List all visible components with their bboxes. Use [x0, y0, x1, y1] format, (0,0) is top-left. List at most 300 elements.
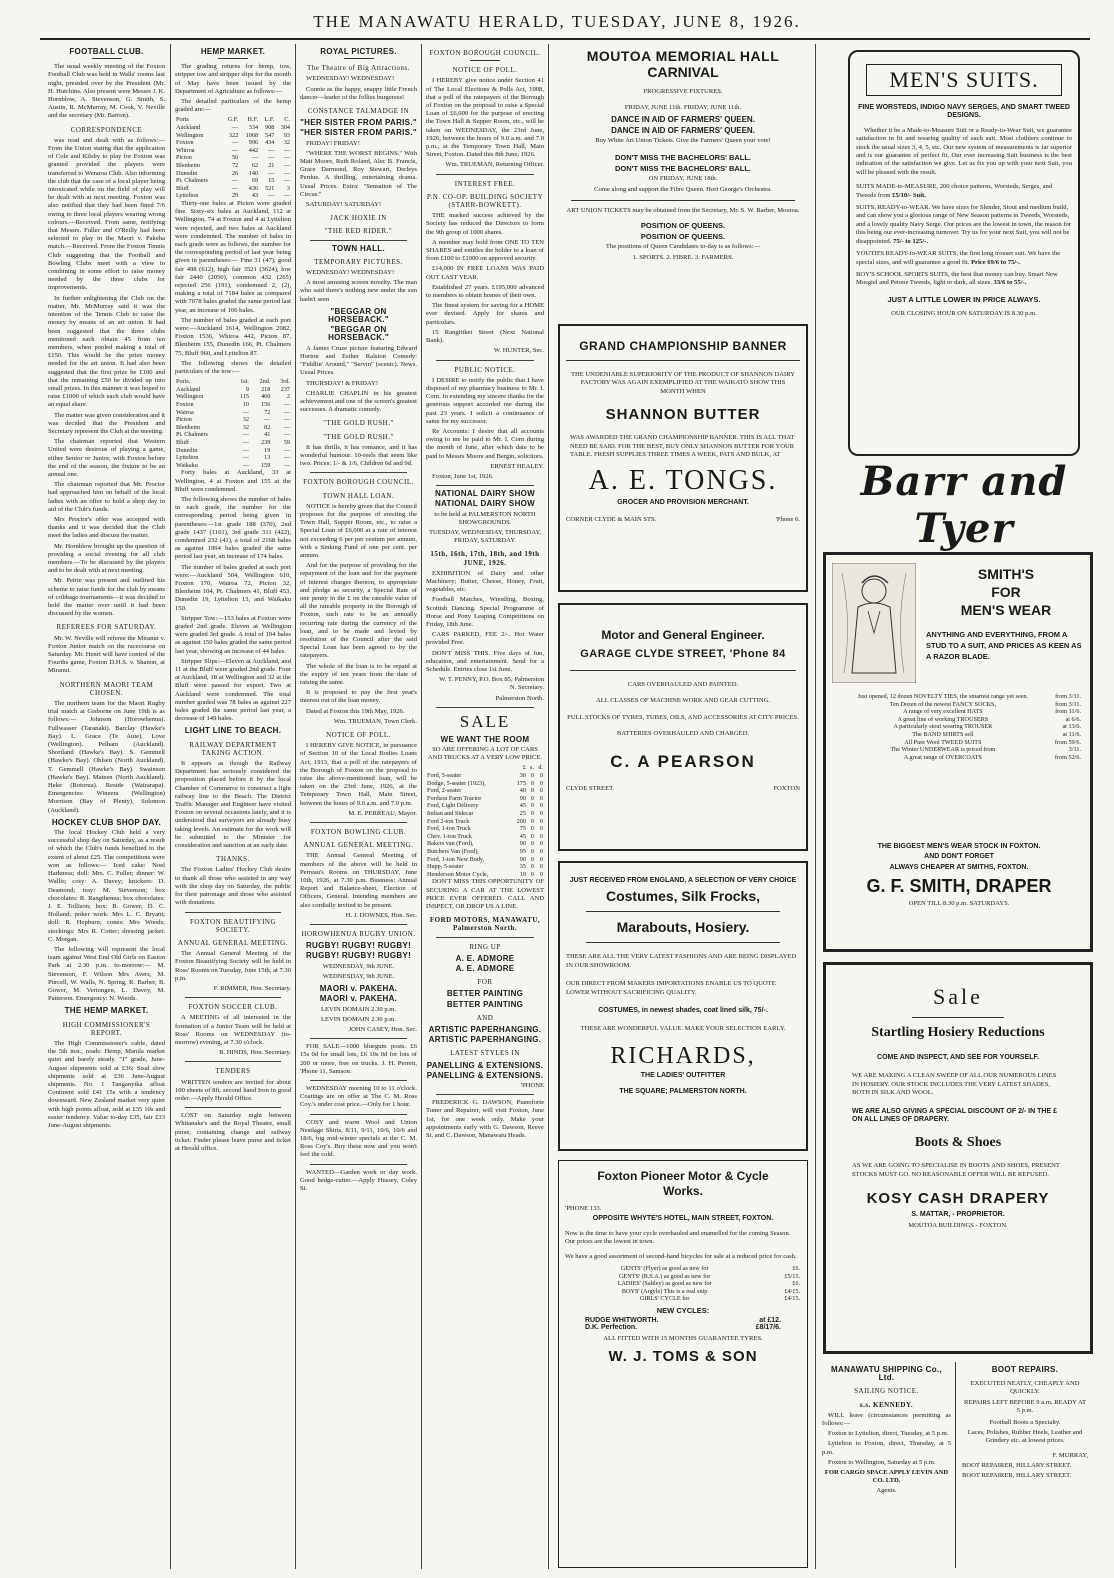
football-paragraph: The matter was given consideration and it was decided that the President and Secretary represent the Club at the meeting. — [48, 411, 165, 435]
hemp-row — [175, 139, 291, 147]
admore-line: RING UP — [469, 942, 501, 951]
column-1 — [48, 44, 165, 1569]
car-row-cell: s. — [530, 764, 534, 772]
cycle-row — [565, 1273, 801, 1281]
car-row-cell: d. — [538, 764, 543, 772]
suits-boys — [856, 271, 1072, 288]
car-row — [426, 787, 544, 795]
boot-firm: F. MURRAY, — [1052, 1451, 1088, 1459]
car-row-cell: 90 — [519, 855, 526, 863]
admore-line: LATEST STYLES IN — [450, 1049, 520, 1058]
football-paragraph: Mr. Hornblow brought up the question of providing a social evening for all club members.—To be discussed by the players and to be dealt with at next meeting. — [48, 542, 165, 575]
car-row — [426, 840, 544, 848]
dairy-paragraph: CARS PARKED, FEE 2/-. Hot Water provided Free. — [426, 631, 544, 647]
hemp-paragraph: The following shows the detailed particulars of the tow:— — [175, 359, 291, 376]
tow-row — [175, 401, 291, 409]
hemp-market-heading: THE HEMP MARKET. — [64, 1006, 149, 1016]
town-paragraph: It has thrills, it has romance, and it has wonderful humour. 10-reels that seem like two. Prices: 1/- & 1/6, Children 6d and 9d. — [300, 443, 417, 468]
tow-row — [175, 386, 291, 394]
smith-biggest: THE BIGGEST MEN'S WEAR STOCK IN FOXTON. — [877, 843, 1041, 850]
boot-trade: BOOT REPAIRER, HILLARY STREET. — [962, 1472, 1072, 1480]
price-row-cell: A range of very excellent HATS — [903, 708, 983, 716]
divider — [185, 997, 281, 998]
richards-costumes: Costumes, Silk Frocks, — [605, 888, 761, 905]
richards-name: RICHARDS, — [610, 1042, 756, 1069]
car-row-cell: 10 — [519, 870, 526, 878]
bowling-subheading: ANNUAL GENERAL MEETING. — [303, 841, 414, 850]
price-row — [838, 708, 1082, 716]
car-row-cell: 0 — [530, 817, 534, 825]
tow-row-cell: Auckland — [176, 385, 201, 393]
car-row-cell: 0 — [539, 855, 543, 863]
car-row-cell: 90 — [519, 794, 526, 802]
tow-row-cell: 156 — [261, 401, 271, 408]
admore-service: ARTISTIC PAPERHANGING. — [428, 1024, 542, 1034]
car-row-cell: 0 — [539, 870, 543, 878]
tow-row-cell: 19 — [264, 446, 271, 454]
tongs-phone: 'Phone 6. — [775, 515, 800, 523]
football-paragraph: In further enlightening the Club on the matter, Mr. McMurray said it was the intention of the Tennis Club to raise the money by means of an art union. It had been suggested that the three clubs mentioned each obtain 45 from ten members, when pooled making a total of £150. This would be the prize money needed for the art union. It had also been suggested that the first prize be £100 and that the remaining £50 be divided up into small prizes. In this manner it was hoped to raise £1000 of which each club would have an equal share. — [48, 294, 165, 409]
rugby-match: MAORI v. PAKEHA. — [319, 994, 398, 1004]
dairy-line: TUESDAY, WEDNESDAY, THURSDAY, FRIDAY, SATURDAY. — [428, 528, 542, 545]
rugby-date: WEDNESDAY, 9th JUNE. — [322, 972, 395, 980]
tow-row — [175, 378, 291, 386]
kosy-inspect: COME AND INSPECT, AND SEE FOR YOURSELF. — [877, 1054, 1039, 1061]
hemp-row-cell: Dunedin — [176, 169, 198, 177]
hockey-heading: HOCKEY CLUB SHOP DAY. — [51, 817, 162, 827]
car-row-cell: 175 — [516, 779, 526, 787]
rugby-cry: RUGBY! RUGBY! RUGBY! — [305, 941, 412, 951]
admore-service: ARTISTIC PAPERHANGING. — [428, 1035, 542, 1045]
pearson-address-row — [566, 783, 800, 795]
dairy-dates: 15th, 16th, 17th, 18th, and 19th JUNE, 1926. — [430, 550, 540, 567]
referees-heading: REFEREES FOR SATURDAY. — [56, 623, 157, 632]
gentleman-illustration-icon — [832, 563, 916, 683]
hemp-row-cell: 304 — [280, 124, 290, 132]
shipping-paragraph: Foxton to Wellington, Saturday at 5 p.m. — [828, 1458, 936, 1466]
film-star: JACK HOXIE IN — [330, 214, 387, 223]
hemp-report-paragraph: The High Commissioner's cable, dated the 5th inst., reads: Hemp, Manila market quiet and barely steady. "J" grade, June-August shipments sold at £36; Sisal slow shipments sold at £36 June-August shipments. No. 1 Tanganyika afloat Continent sold £41 15s with a tendency downward. New Zealand market very quiet with high points afloat, sold at £35 10s and easier tendency. Value to-day £35, fair £33 June-August shipments. — [48, 1039, 165, 1129]
tow-row-cell: — — [283, 423, 290, 431]
moutoa-title: CARNIVAL — [647, 64, 719, 80]
moutoa-date: FRIDAY, JUNE 11th. FRIDAY, JUNE 11th. — [624, 104, 742, 112]
interest-paragraph: £14,000 IN FREE LOANS WAS PAID OUT LAST YEAR. — [426, 265, 544, 281]
tow-row-cell: Foxton — [176, 401, 194, 408]
hemp-row-cell: 15 — [268, 177, 275, 185]
suits-mtm-price: £5/10/- Suit. — [892, 191, 926, 199]
hemp-paragraph: Stripper Slips:—Eleven at Auckland, and 11 at the Bluff were graded 2nd grade. Four at Auckland, 18 at Wellington and 32 at the Bluff were passed for export. Two at Auckland were condemned. The total number graded was 78 bales as against 227 bales graded the same period last year, a decrease of 149 bales. — [175, 657, 291, 723]
car-row — [426, 818, 544, 826]
richards-sub: THE LADIES' OUTFITTER — [640, 1071, 726, 1079]
car-row-cell: 0 — [530, 802, 534, 810]
rugby-venue: LEVIN DOMAIN 2.30 p.m. — [320, 1015, 397, 1023]
pearson-town: FOXTON — [773, 784, 800, 792]
suits-lower-price: JUST A LITTLE LOWER IN PRICE ALWAYS. — [887, 294, 1041, 304]
car-row-cell: 0 — [539, 772, 543, 780]
hemp-row-cell: Ports — [176, 116, 189, 124]
hemp-row-cell: Whiroa — [176, 146, 195, 154]
price-row-cell: A great line of working TROUSERS — [897, 715, 989, 723]
football-paragraph: The usual weekly meeting of the Foxton Football Club was held in Walls' rooms last night, presided over by the President (Mr. H. Hutchins. Also present were Messrs J. K. Hornblow, A. Stevenson, G. Smith, S. Austin, R. McMurray, M. Cook, V. Neville and the secretary (Mr. Barron). — [48, 63, 165, 120]
moutoa-date: ON FRIDAY, JUNE 18th. — [648, 175, 718, 183]
hemp-row — [175, 192, 291, 200]
column-3 — [300, 44, 417, 1569]
divider — [185, 1107, 281, 1108]
price-row — [838, 716, 1082, 724]
hemp-row-cell: 21 — [268, 161, 275, 169]
tow-row-cell: — — [242, 461, 249, 469]
classified-ad: FOR SALE—1000 bluegum posts. £6 15s 0d for small lots, £6 10s 0d for lots of 200 or more, free on trucks. J. H. Perrett, 'Phone 11, Samson. — [300, 1043, 417, 1075]
shannon-butter-ad — [558, 324, 808, 592]
motor-sub: GARAGE CLYDE STREET, 'Phone 84 — [580, 648, 786, 660]
rugby-date: WEDNESDAY, 9th JUNE. — [322, 962, 395, 970]
tow-row-cell: — — [283, 454, 290, 462]
hemp-row-cell: — — [232, 124, 239, 132]
divider — [436, 707, 534, 708]
hemp-row-cell: 1068 — [245, 131, 259, 139]
hemp-heading: HEMP MARKET. — [200, 47, 266, 56]
dairy-paragraph: Football Matches, Wrestling, Boxing, Scottish Dancing. Special Programme of Horse and Pony Leaping Competitions on Friday, 18th June. — [426, 596, 544, 628]
car-row-cell: 0 — [530, 772, 534, 780]
hemp-paragraph: Forty bales at Auckland, 33 at Wellington, 4 at Foxton and 155 at the Bluff were condemned. — [175, 469, 291, 493]
pioneer-new-name: RUDGE WHITWORTH. — [585, 1317, 659, 1325]
council-paragraph: The whole of the loan is to be repaid at the expiry of ten years from the date of raising the same. — [300, 662, 417, 686]
tow-row — [175, 439, 291, 447]
tenders-heading: TENDERS — [215, 1067, 251, 1076]
film-title: "BEGGAR ON HORSEBACK." — [328, 306, 389, 325]
car-row-cell: 0 — [539, 825, 543, 833]
car-row-cell: Dodge, 5-seater (1923), — [427, 779, 486, 787]
hemp-row-cell: — — [283, 161, 290, 169]
tow-row-cell: — — [264, 416, 271, 424]
car-row-cell: Ford, 2-seater — [427, 787, 462, 795]
tow-row-cell: — — [283, 401, 290, 408]
car-row-cell: 45 — [519, 832, 526, 840]
car-row-cell: 0 — [530, 832, 534, 840]
tow-row-cell: — — [242, 454, 249, 462]
beautifying-heading: FOXTON BEAUTIFYING SOCIETY. — [189, 917, 277, 934]
hemp-row — [175, 132, 291, 140]
tongs-sub: GROCER AND PROVISION MERCHANT. — [617, 499, 749, 507]
column-rule — [548, 44, 549, 1569]
tow-grading-table — [175, 378, 291, 469]
admore-line: FOR — [477, 978, 493, 987]
classified-ad: COSY and warm Wool and Union Nestlage Shirts, 8/11, 9/11, 10/6, 10/6 and 18/6, big mid-winter specials at the C. M. Ross Coy's. Buy these now and you won't feel the cold. — [300, 1118, 417, 1159]
price-row-cell: from 59/6. — [1054, 738, 1081, 746]
divider — [436, 360, 534, 361]
football-heading: FOOTBALL CLUB. — [69, 47, 144, 56]
divider — [185, 1061, 281, 1062]
hemp-row-cell: — — [268, 146, 275, 154]
shipping-subheading: SAILING NOTICE. — [854, 1387, 919, 1396]
hemp-row-cell: C. — [284, 116, 290, 124]
pioneer-cycle-table — [565, 1265, 801, 1303]
car-row-cell: Ford 2-ton Truck — [427, 817, 470, 825]
interest-signature: W. HUNTER, Sec. — [493, 347, 544, 355]
masthead-rule — [40, 38, 1090, 40]
car-row-cell: 0 — [539, 779, 543, 787]
car-row-cell: Hupp, 5-seater — [427, 863, 464, 871]
kosy-proprietor: S. MATTAR, - PROPRIETOR. — [911, 1211, 1005, 1219]
pioneer-new-price: at £12. — [759, 1317, 781, 1325]
car-row-cell: 0 — [530, 794, 534, 802]
price-row — [838, 754, 1082, 762]
tow-row-cell: — — [242, 438, 249, 446]
smith-heading: SMITH'S — [977, 566, 1035, 582]
car-row-cell: 0 — [530, 847, 534, 855]
interest-paragraph: A member may hold from ONE TO TEN SHARES and entitles the holder to a loan of from £100 to £1000 on approved security. — [426, 238, 544, 263]
grand-paragraph: WAS AWARDED THE GRAND CHAMPIONSHIP BANNER. THIS IS ALL THAT NEED BE SAID. FOR THE BEST, BUY ONLY SHANNON BUTTER FOR YOUR TABLE. FRESH SUPPLIES THREE TIMES A WEEK, PATS AND BULK, AT — [570, 434, 795, 459]
tenders-paragraph: WRITTEN tenders are invited for about 100 sheets of 8ft. second hand Iron in good order.—Apply Herald Office. — [175, 1078, 291, 1102]
royal-paragraph: Connie as the happy, snappy little French dancer—leader of the follies burgeress! — [300, 85, 417, 101]
car-row-cell: 25 — [519, 809, 526, 817]
car-row-cell: 0 — [530, 855, 534, 863]
council-heading: FOXTON BOROUGH COUNCIL. — [429, 49, 541, 57]
day-line: WEDNESDAY! WEDNESDAY! — [306, 269, 395, 277]
car-row-cell: 0 — [539, 809, 543, 817]
tow-row-cell: Waikaku — [176, 461, 198, 469]
film-title: "THE GOLD RUSH." — [323, 419, 394, 428]
suits-ready-to-wear — [856, 204, 1072, 246]
tow-row-cell: 460 — [261, 393, 271, 401]
hemp-grading-table — [175, 116, 291, 200]
soccer-heading: FOXTON SOCCER CLUB. — [188, 1003, 278, 1012]
rugby-heading: HOROWHENUA RUGBY UNION. — [301, 930, 416, 939]
interest-subheading: P.N. CO-OP. BUILDING SOCIETY (STARR-BOWKETT). — [426, 192, 544, 210]
divider — [470, 60, 500, 61]
divider — [436, 1094, 534, 1095]
moutoa-dance: DANCE IN AID OF FARMERS' QUEEN. — [611, 114, 755, 124]
hockey-paragraph: The local Hockey Club held a very successful shop day on Saturday, as a result of which the Club's funds benefited to the extent of about £25. The competitions were won as follows:— Iced cake: Noel Harkness; doll: Mrs. C. Fuller; dinner: W. Wallis; cosy: A. Davey; knickers: D. Desmond; tray: M. Stevenson; box chocolates: R. Rangihenea; box chocolates: J. E. Tollison; box: B. Gower; D. C. Holland; poker work: Mrs L. C. Bryant; doll: R. Hepburn; cones: Mrs Woods; stockings: Mrs R. Cotter; dressing jacket: C. Morgan. — [48, 829, 165, 943]
tow-row — [175, 431, 291, 439]
football-paragraph: The chairman reported that Mr. Proctor had approached him on behalf of the local ladies with an offer to hold a shop day in aid of the Club's funds. — [48, 481, 165, 513]
hemp-row-cell: Bluff — [176, 184, 189, 192]
hemp-row — [175, 147, 291, 155]
hemp-row-cell: 62 — [251, 161, 259, 169]
car-row-cell: 0 — [530, 870, 534, 878]
hemp-paragraph: The detailed particulars of the hemp graded are:— — [175, 98, 291, 114]
hemp-row-cell: Auckland — [176, 124, 201, 132]
divider — [310, 240, 407, 241]
car-row-cell: Ford, Light Delivery — [427, 802, 479, 810]
car-row-cell: 95 — [519, 847, 526, 855]
car-row-cell: 0 — [539, 794, 543, 802]
divider — [310, 1080, 407, 1081]
smith-cheaper: ALWAYS CHEAPER AT SMITHS, FOXTON. — [889, 863, 1029, 871]
tow-row-cell: 2 — [286, 393, 290, 401]
richards-marabouts: Marabouts, Hosiery. — [616, 919, 750, 936]
beach-heading: LIGHT LINE TO BEACH. — [184, 726, 282, 736]
dairy-place: Palmerston North. — [495, 694, 544, 702]
tow-row — [175, 462, 291, 470]
grand-paragraph: THE UNDENIABLE SUPERIORITY OF THE PRODUCT OF SHANNON DAIRY FACTORY WAS AGAIN EXEMPLIFIED AT THE WAIKATO SHOW THIS MONTH WHEN — [570, 371, 796, 395]
hemp-row-cell: H.F. — [247, 116, 259, 124]
hemp-row-cell: 3 — [286, 184, 290, 192]
public-paragraph: Re Accounts: I desire that all accounts owing to me be paid to Mr. I. Corn during the month of June, after which date to be paid to Messrs Moore and Bergin, solicitors. — [426, 427, 544, 460]
shipping-agents: Agents. — [876, 1487, 897, 1495]
film-title: "HER SISTER FROM PARIS." — [300, 118, 417, 128]
car-row-cell: 75 — [519, 825, 526, 833]
rugby-cry: RUGBY! RUGBY! RUGBY! — [305, 951, 412, 961]
car-row — [426, 764, 544, 772]
car-row-cell: 0 — [530, 840, 534, 848]
pioneer-new-row — [565, 1324, 801, 1331]
car-row-cell: Indian and Sidecar — [427, 809, 474, 817]
moutoa-position-text: The positions of Queen Candidates to-day is as follows:— — [605, 243, 761, 251]
car-row-cell: 0 — [530, 825, 534, 833]
shipping-paragraph: Foxton to Lyttelton, direct, Tuesday, at 5 p.m. — [828, 1430, 949, 1438]
referees-paragraph: Mr. W. Neville will referee the Miranui v. Foxton Junior match on the racecourse on Saturday. Mr. Henri will have control of the Fourths game, Foxton D.H.S. v. Shanon, at Miranui. — [48, 634, 165, 675]
hemp-row — [175, 185, 291, 193]
car-row-cell: 0 — [539, 840, 543, 848]
price-row-cell: at 11/6. — [1062, 730, 1081, 738]
divider — [310, 1038, 407, 1039]
tongs-name: A. E. TONGS. — [588, 465, 778, 497]
boot-repairs-notice — [962, 1362, 1088, 1568]
car-row-cell: 0 — [539, 863, 543, 871]
tow-row-cell: Picton — [176, 416, 192, 424]
tow-row-cell: 237 — [280, 385, 290, 393]
boot-line: REPAIRS LEFT BEFORE 9 a.m. READY AT 5 p.m. — [963, 1398, 1087, 1414]
car-row-cell: 40 — [519, 787, 526, 795]
council-paragraph: It is proposed to pay the first year's interest out of the loan money. — [300, 689, 417, 705]
cycle-row — [565, 1280, 801, 1288]
tow-row-cell: 239 — [261, 438, 271, 446]
car-row — [426, 802, 544, 810]
divider — [92, 58, 122, 59]
tow-row-cell: 159 — [261, 461, 271, 469]
boot-line: EXECUTED NEATLY, CHEAPLY AND QUICKLY. — [970, 1380, 1080, 1396]
football-paragraph: was read and dealt with as follows:— From the Union stating that the application of Cole and Kilsby to play for Foxton was granted provided the players were transferred to Weraroa Club. Also informing the club that the case of a local player being intoxicated while on the field of play will be dealt with at next meeting. Foxton was also notified that they had been fined 7/6 owing to three local players wearing wrong colours.—Received. From same, notifying that Messrs. Fuller and O'Reilly had been selected to play in the Maori v. Pakeha match.—Received. From the Foxton Tennis Club suggesting that the Football and Bowling Clubs meet with a view to combining in some effort to raise money needed by the three clubs for improvements. — [48, 136, 165, 292]
price-row-cell: 3/11. — [1068, 746, 1081, 754]
car-row-cell: 30 — [519, 772, 526, 780]
cycle-row-cell: £6. — [792, 1265, 800, 1273]
beach-subheading: RAILWAY DEPARTMENT TAKING ACTION. — [189, 740, 277, 757]
dairy-show-heading: NATIONAL DAIRY SHOW — [434, 499, 536, 509]
kosy-paragraph: AS WE ARE GOING TO SPECIALISE IN BOOTS AND SHOES, PRESENT STOCKS MUST GO. NO REASONABLE OFFER WILL BE REFUSED. — [852, 1162, 1060, 1178]
cycle-row-cell: BOYS' (Argyle) This is a real snip — [621, 1287, 708, 1295]
pioneer-paragraph: Now is the time to have your cycle overhauled and enamelled for the coming Season. Our prices are the lowest in town. — [565, 1229, 791, 1246]
maori-team-heading: NORTHERN MAORI TEAM CHOSEN. — [59, 680, 154, 697]
richards-costume-price: COSTUMES, in newest shades, coat lined silk, 75/-. — [598, 1007, 768, 1015]
poll-heading: NOTICE OF POLL. — [326, 731, 391, 740]
hemp-row-cell: 32 — [283, 139, 290, 147]
thanks-paragraph: The Foxton Ladies' Hockey Club desire to thank all those who assisted in any way with the shop day on Saturday, the public for their patronage and those who assisted with donations. — [175, 866, 291, 907]
beautifying-subheading: ANNUAL GENERAL MEETING. — [178, 938, 288, 947]
tow-row-cell: — — [283, 416, 290, 424]
hemp-row-cell: 434 — [265, 139, 275, 147]
beach-paragraph: It appears as though the Railway Department has seriously considered the proposition placed before it by the local Chamber of Commerce to construct a light railway line to the Beach. The District Traffic Manager and Engineer have visited Foxton on several occasions lately, and it is understood that surveyors are already busy taking levels. An estimate for the work will be submitted to the Minister for consideration and sanction at an early date. — [175, 760, 291, 850]
town-paragraph: A most amusing screen novelty. The man who said there's nothing new under the sun hadn't seen — [300, 279, 417, 303]
poll-paragraph: I HEREBY give notice under Section 41 of The Local Elections & Polls Act, 1908, that a poll of the ratepayers of the Borough of Foxton on the proposal to raise a Special Loan of £6,000 for the purpose of erecting the Town Hall & Supper Room, etc., will be taken on WEDNESDAY, the 23rd June, 1926, between the hours of 9.0 a.m. and 7.0 p.m., at the Temporary Town Hall, Main Street, Foxton. Dated this 8th June, 1926. — [426, 77, 544, 159]
hemp-row-cell: — — [283, 192, 290, 200]
richards-intro: JUST RECEIVED FROM ENGLAND, A SELECTION OF VERY CHOICE — [569, 877, 797, 884]
cycle-row-cell: LADIES' (Saltley) as good as new for — [617, 1280, 712, 1288]
motor-line: BATTERIES OVERHAULED AND CHARGED. — [616, 730, 750, 738]
car-row — [426, 848, 544, 856]
suits-made-to-measure — [856, 183, 1072, 200]
public-date: Foxton, June 1st, 1926. — [432, 472, 494, 480]
toms-name: W. J. TOMS & SON — [608, 1347, 758, 1365]
pioneer-heading: Works. — [663, 1184, 703, 1198]
car-row-cell: 90 — [519, 840, 526, 848]
car-row-cell: Bakers van (Ford), — [427, 840, 474, 848]
beautifying-paragraph: The Annual General Meeting of the Foxton Beautifying Society will be held in Ross' Rooms on Tuesday, June 15th, at 7.30 p.m. — [175, 950, 291, 982]
moutoa-dance: DANCE IN AID OF FARMERS' QUEEN. — [611, 125, 755, 135]
tow-row-cell: 13 — [264, 454, 271, 462]
dairy-signature: W. T. PENNY, P.O. Box 85, Palmerston N. Secretary. — [439, 676, 544, 692]
car-row — [426, 825, 544, 833]
tow-row-cell: 218 — [261, 385, 271, 393]
dawson-notice: FREDERICK G. DAWSON, Pianoforte Tuner and Repairer, will visit Foxton, June 1st, for one week only. Make your appointments early with G. Dawson, Reeve St. and C. Dawson, Manawatu Heads. — [426, 1099, 544, 1139]
royal-subheading: The Theatre of Big Attractions. — [306, 64, 411, 73]
tongs-address: CORNER CLYDE & MAIN STS. — [566, 515, 657, 523]
tow-row-cell: Wellington — [176, 393, 204, 401]
tow-row-cell: 3rd. — [280, 378, 290, 386]
car-row-cell: Ford, 5-seater — [427, 772, 462, 780]
price-row — [838, 723, 1082, 731]
smith-firm: G. F. SMITH, DRAPER — [866, 876, 1052, 897]
tow-row-cell: — — [242, 446, 249, 454]
car-row-cell: 35 — [519, 863, 526, 871]
tow-row-cell: 32 — [242, 423, 249, 431]
masthead-title: THE MANAWATU HERALD, TUESDAY, JUNE 8, 1926. — [313, 12, 801, 31]
football-paragraph: Mrs Proctor's offer was accepted with thanks and it was decided that the Club meet the ladies and discuss the matter. — [48, 515, 165, 540]
film-title: "BEGGAR ON HORSEBACK." — [328, 325, 389, 343]
admore-service: BETTER PAINTING — [446, 989, 524, 999]
car-row — [426, 772, 544, 780]
shannon-brand: SHANNON BUTTER — [605, 406, 761, 424]
hemp-row-cell: — — [283, 169, 290, 177]
film-title: "THE GOLD RUSH." — [323, 432, 394, 441]
car-row-cell: 0 — [539, 802, 543, 810]
cycle-row-cell: £4/15. — [784, 1287, 800, 1295]
town-hall-subheading: TEMPORARY PICTURES. — [314, 257, 403, 266]
hemp-row-cell: 908 — [265, 124, 275, 132]
pioneer-new-cycles: NEW CYCLES: — [656, 1306, 710, 1315]
sale-intro: SO ARE OFFERING A LOT OF CARS AND TRUCKS AT A VERY LOW PRICE. — [427, 746, 543, 762]
tow-row-cell: 72 — [264, 408, 271, 416]
bowling-signature: H. J. DOWNES, Hon. Sec. — [345, 911, 417, 919]
car-row — [426, 863, 544, 871]
column-rule — [170, 44, 171, 1569]
hemp-row-cell: — — [232, 146, 239, 154]
tow-row-cell: 10 — [242, 401, 249, 408]
poll-paragraph: I HEREBY GIVE NOTICE, in pursuance of Section 10 of the Local Bodies Loans Act, 1913, that a poll of the ratepayers of the Borough of Foxton on the proposal to raise the above-mentioned loan, will be taken on the 23rd June, 1926, at the Temporary Town Hall, Main Street, between the hours of 9.0 a.m. and 7.0 p.m. — [300, 742, 417, 807]
football-paragraph: Mr. Petrie was present and outlined his scheme to raise funds for the club by means of cribbage tournaments—it was decided to hold the matter over until it had been discussed by the women. — [48, 577, 165, 618]
hemp-row-cell: 521 — [265, 184, 275, 192]
divider — [310, 822, 407, 823]
hockey-paragraph: The following will represent the local team against West End Old Girls on Easton Park at 2.30 p.m. to-morrow:— M. Stevenson, F. Wilson Mrs Avers, M. Purcell, W. Walls, N. Spring, R. Barber, B. Gower, M. Vertongen, L. Davey, M. Patterson. Emergency: N. Woods. — [48, 945, 165, 1003]
day-line: WEDNESDAY! WEDNESDAY! — [306, 75, 395, 83]
day-line: THURSDAY! & FRIDAY! — [306, 379, 379, 387]
admore-service: PANELLING & EXTENSIONS. — [426, 1070, 544, 1080]
cycle-row — [565, 1265, 801, 1273]
pioneer-new-row — [565, 1317, 801, 1324]
hemp-paragraph: Thirty-one bales at Picton were graded fine. Sixty-six bales at Auckland, 112 at Wellington, 74 at Foxton and 4 at Lyttelton were rejected, and two bales at Auckland were condemned. The number of bales in each grade were as follows, the number for the corresponding period of last year being given in parentheses:— Fine 31 (47), good fair 498 (612), high fair 3521 (3624), low fair 2440 (2050), common 432 (265) rejected 256 (191), condemned 2, (2), making a total of 7184 bales as compared with 7078 bales graded the same period last year, an increase of 106 bales. — [175, 199, 291, 314]
price-row — [838, 739, 1082, 747]
public-signature: ERNEST HEALEY. — [490, 462, 544, 470]
car-row — [426, 795, 544, 803]
suits-youths-text: YOUTH'S READY-to-WEAR SUITS, the first long trouser suit. We have the special sizes, and will guarantee a good fit. — [856, 250, 1061, 266]
hemp-row-cell: 93 — [283, 131, 290, 139]
tow-row-cell: — — [283, 461, 290, 469]
hemp-row-cell: 26 — [232, 169, 239, 177]
hemp-row-cell: 56 — [232, 154, 239, 162]
pioneer-paragraph: We have a good assortment of second-hand bicycles for sale at a reduced price for cash. — [565, 1252, 797, 1260]
hemp-row-cell: — — [268, 192, 275, 200]
hemp-row-cell: — — [232, 139, 239, 147]
